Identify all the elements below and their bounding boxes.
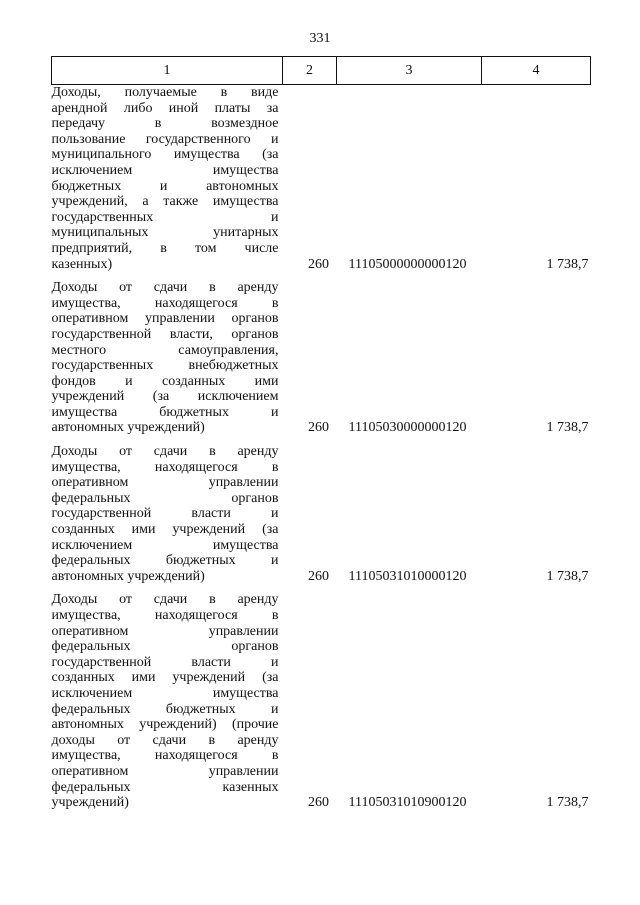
description-line: федеральных органов: [51, 490, 279, 506]
description-line: арендной либо иной платы за: [51, 100, 279, 116]
description-line: государственных и: [51, 209, 279, 225]
row-spacer: [52, 436, 591, 444]
revenue-description: [52, 592, 283, 810]
description-line: созданных ими учреждений (за: [51, 522, 279, 538]
row-spacer: [52, 584, 591, 592]
description-line: исключением имущества: [51, 685, 279, 701]
description-line: учреждений, а также имущества: [51, 194, 279, 210]
amount: 1 738,7: [546, 568, 589, 584]
description-line: оперативном управлении: [51, 763, 279, 779]
classification-code: 11105030000000120: [348, 420, 467, 436]
description-line: государственной власти и: [51, 654, 279, 670]
table-header-row: [52, 57, 591, 85]
description-line: государственной власти, органов: [51, 326, 279, 342]
page-number: 331: [309, 31, 331, 46]
description-line: автономных учреждений): [51, 420, 205, 436]
amount: 1 738,7: [546, 420, 589, 436]
table-row: [52, 444, 591, 584]
description-line: Доходы от сдачи в аренду: [51, 592, 279, 608]
revenue-description: [52, 444, 283, 584]
description-line: Доходы от сдачи в аренду: [51, 280, 279, 296]
description-line: государственной власти и: [51, 506, 279, 522]
description-line: Доходы, получаемые в виде: [51, 85, 279, 100]
header-col-2: 2: [283, 57, 337, 85]
admin-code: 260: [308, 256, 329, 272]
description-line: оперативном управлении: [51, 475, 279, 491]
description-line: доходы от сдачи в аренду: [51, 732, 279, 748]
amount: 1 738,7: [546, 256, 589, 272]
description-line: федеральных казенных: [51, 779, 279, 795]
amount: 1 738,7: [546, 795, 589, 811]
description-line: бюджетных и автономных: [51, 178, 279, 194]
budget-table: [51, 56, 591, 811]
row-spacer-cell: [52, 584, 591, 592]
table-row: [52, 85, 591, 273]
row-spacer: [52, 272, 591, 280]
description-line: Доходы от сдачи в аренду: [51, 444, 279, 460]
description-line: местного самоуправления,: [51, 342, 279, 358]
classification-code: 11105000000000120: [348, 256, 467, 272]
description-line: созданных ими учреждений (за: [51, 670, 279, 686]
description-line: исключением имущества: [51, 162, 279, 178]
description-line: муниципальных унитарных: [51, 225, 279, 241]
table-row: [52, 592, 591, 810]
description-line: оперативном управлении органов: [51, 311, 279, 327]
description-line: оперативном управлении: [51, 623, 279, 639]
description-line: учреждений): [51, 795, 129, 811]
admin-code: 260: [308, 568, 329, 584]
description-line: фондов и созданных ими: [51, 373, 279, 389]
description-line: передачу в возмездное: [51, 116, 279, 132]
description-line: казенных): [51, 256, 113, 272]
description-line: предприятий, в том числе: [51, 240, 279, 256]
description-line: имущества, находящегося в: [51, 295, 279, 311]
classification-code: 11105031010900120: [348, 795, 467, 811]
description-line: автономных учреждений) (прочие: [51, 717, 279, 733]
row-spacer-cell: [52, 272, 591, 280]
description-line: пользование государственного и: [51, 131, 279, 147]
revenue-description: [52, 280, 283, 436]
description-line: имущества, находящегося в: [51, 748, 279, 764]
description-line: федеральных бюджетных и: [51, 701, 279, 717]
header-col-4: 4: [482, 57, 591, 85]
description-line: имущества, находящегося в: [51, 459, 279, 475]
description-line: учреждений (за исключением: [51, 389, 279, 405]
admin-code: 260: [308, 795, 329, 811]
description-line: исключением имущества: [51, 537, 279, 553]
description-line: государственных внебюджетных: [51, 358, 279, 374]
description-line: имущества, находящегося в: [51, 608, 279, 623]
admin-code: 260: [308, 420, 329, 436]
description-line: муниципального имущества (за: [51, 147, 279, 163]
revenue-description: [52, 85, 283, 273]
description-line: федеральных органов: [51, 639, 279, 655]
description-line: федеральных бюджетных и: [51, 553, 279, 569]
classification-code: 11105031010000120: [348, 568, 467, 584]
header-col-3: 3: [337, 57, 482, 85]
table-row: [52, 280, 591, 436]
table-body: [52, 85, 591, 811]
header-col-1: 1: [52, 57, 283, 85]
row-spacer-cell: [52, 436, 591, 444]
description-line: автономных учреждений): [51, 568, 205, 584]
description-line: имущества бюджетных и: [51, 404, 279, 420]
